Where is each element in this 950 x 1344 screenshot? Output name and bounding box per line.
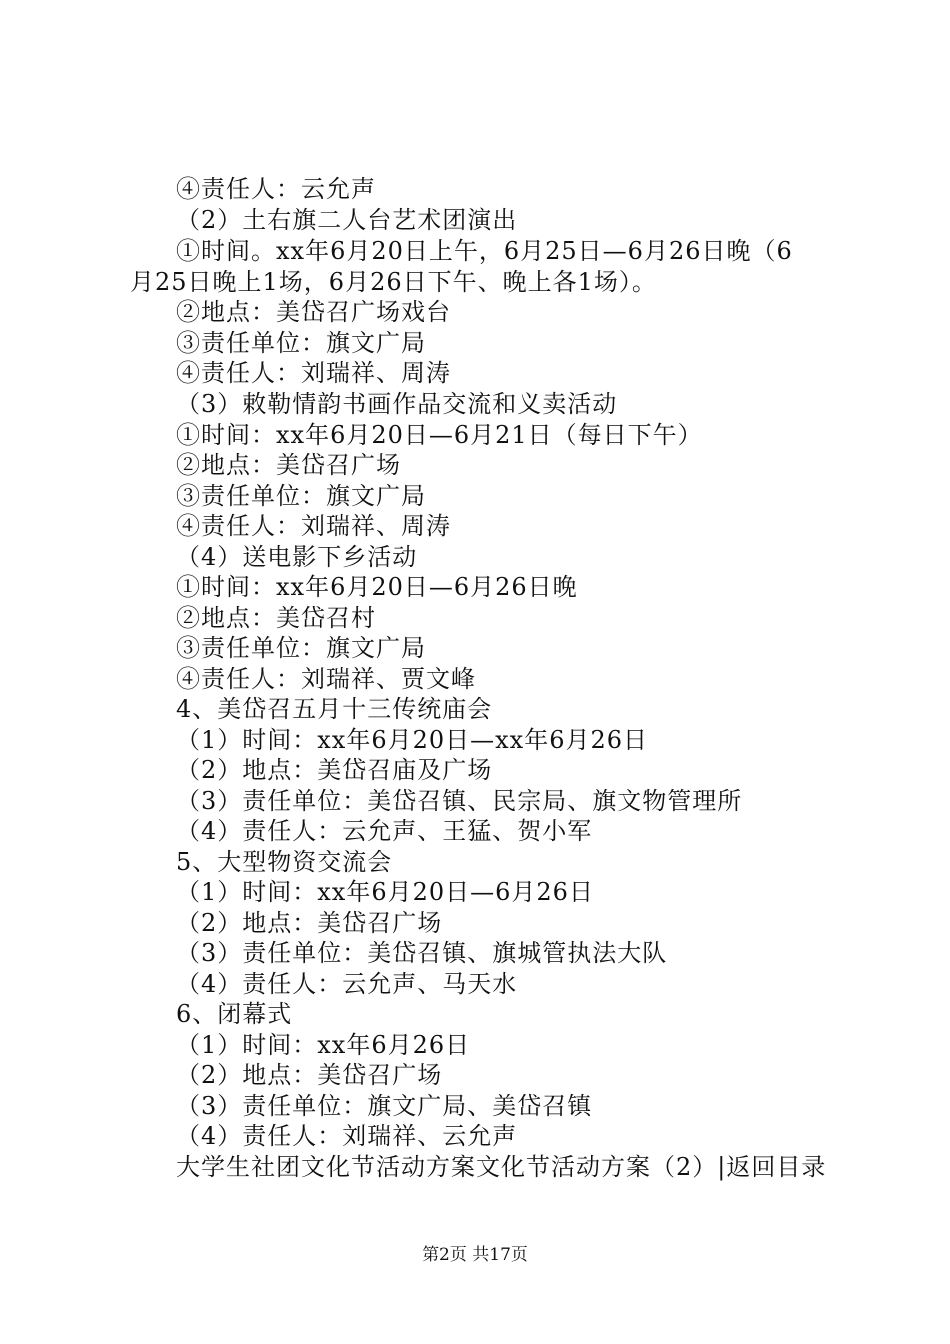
text-line: ③责任单位：旗文广局: [176, 482, 426, 510]
text-line: ④责任人：刘瑞祥、周涛: [176, 512, 451, 540]
text-line: ②地点：美岱召村: [176, 604, 376, 632]
text-line: ④责任人：刘瑞祥、贾文峰: [176, 665, 476, 693]
text-line: （1）时间：xx年6月26日: [176, 1031, 471, 1059]
text-line: （2）地点：美岱召庙及广场: [176, 756, 493, 784]
return-to-contents-link[interactable]: 大学生社团文化节活动方案文化节活动方案（2）|返回目录: [176, 1153, 827, 1181]
text-line: （4）责任人：云允声、王猛、贺小军: [176, 817, 593, 845]
section-heading: 5、大型物资交流会: [176, 848, 393, 876]
text-line: （4）责任人：刘瑞祥、云允声: [176, 1122, 518, 1150]
text-line: ①时间：xx年6月20日—6月26日晚: [176, 573, 578, 601]
text-line: （3）责任单位：美岱召镇、旗城管执法大队: [176, 939, 668, 967]
page-number-footer: 第2页 共17页: [422, 1245, 528, 1265]
text-line: （2）地点：美岱召广场: [176, 909, 443, 937]
text-line: （1）时间：xx年6月20日—6月26日: [176, 878, 594, 906]
text-line: （2）土右旗二人台艺术团演出: [176, 206, 518, 234]
text-line: ①时间。xx年6月20日上午，6月25日—6月26日晚（6: [176, 237, 793, 265]
text-line: （3）责任单位：美岱召镇、民宗局、旗文物管理所: [176, 787, 743, 815]
text-line: （2）地点：美岱召广场: [176, 1061, 443, 1089]
text-line: ③责任单位：旗文广局: [176, 329, 426, 357]
text-line: ④责任人：刘瑞祥、周涛: [176, 359, 451, 387]
text-line: （3）敕勒情韵书画作品交流和义卖活动: [176, 390, 618, 418]
text-line: ③责任单位：旗文广局: [176, 634, 426, 662]
text-line: （4）责任人：云允声、马天水: [176, 970, 518, 998]
section-heading: 6、闭幕式: [176, 1000, 293, 1028]
section-heading: 4、美岱召五月十三传统庙会: [176, 695, 493, 723]
text-line: ④责任人：云允声: [176, 175, 376, 203]
text-line: ②地点：美岱召广场: [176, 451, 401, 479]
text-line: （1）时间：xx年6月20日—xx年6月26日: [176, 726, 649, 754]
text-line: 月25日晚上1场，6月26日下午、晚上各1场）。: [130, 268, 657, 296]
text-line: ②地点：美岱召广场戏台: [176, 298, 451, 326]
text-line: ①时间：xx年6月20日—6月21日（每日下午）: [176, 421, 703, 449]
text-line: （3）责任单位：旗文广局、美岱召镇: [176, 1092, 593, 1120]
text-line: （4）送电影下乡活动: [176, 543, 418, 571]
